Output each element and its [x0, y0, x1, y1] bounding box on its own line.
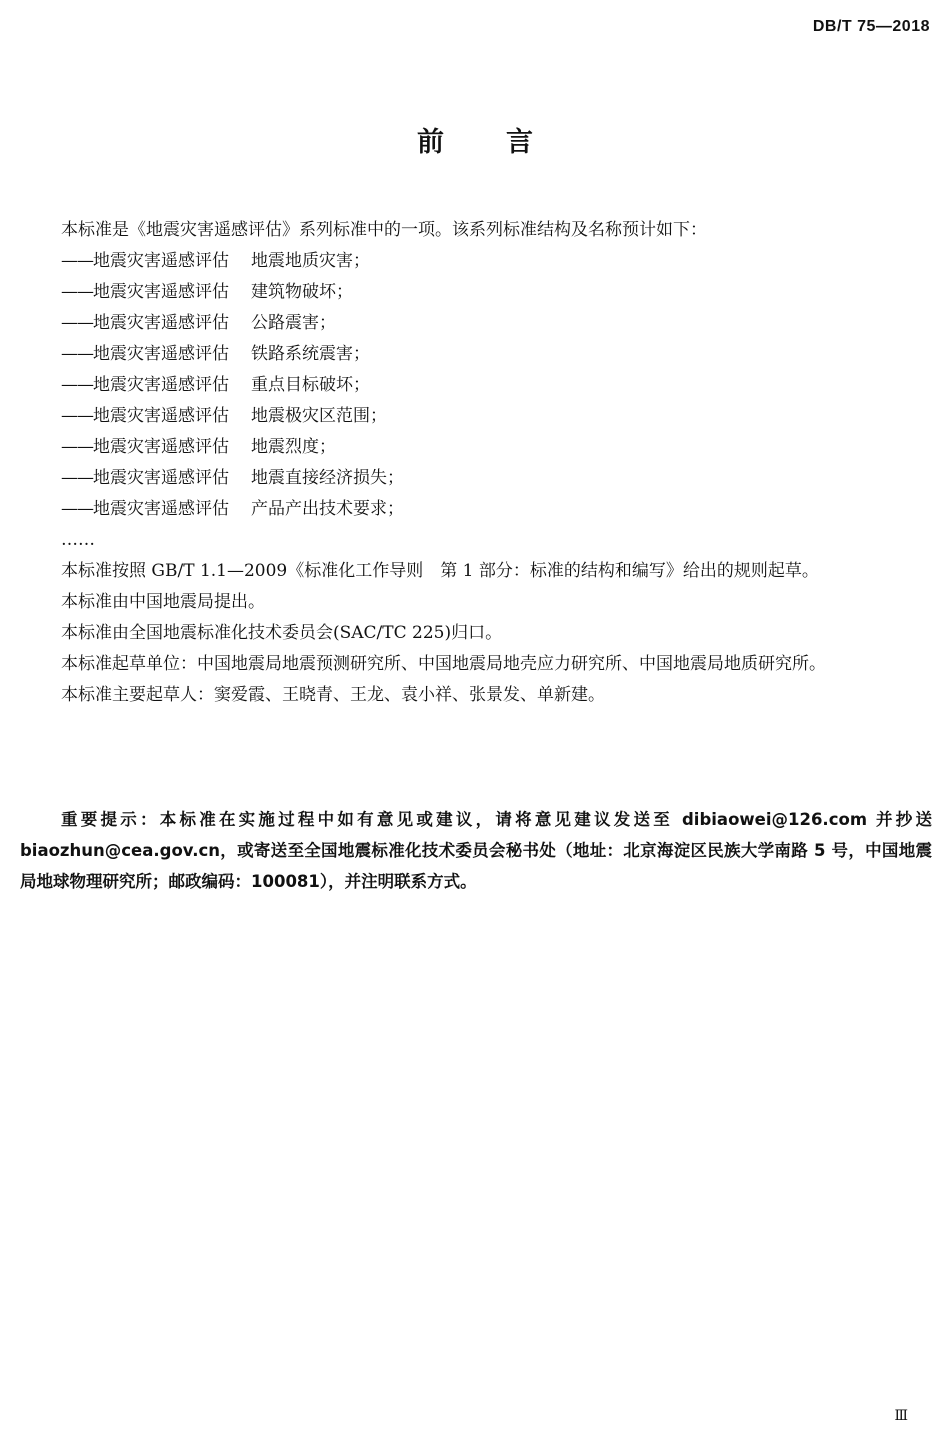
important-notice: 重要提示：本标准在实施过程中如有意见或建议，请将意见建议发送至 dibiaowei@126.com 并抄送 biaozhun@cea.gov.cn，或寄送至全国地震标准化技术委员会秘书处（地址：北京海淀区民族大学南路 5 号，中国地震局地球物理研究所；邮政编码：100081），并注明联系方式。: [20, 810, 932, 891]
series-prefix: 地震灾害遥感评估: [93, 406, 229, 426]
proposed-by-paragraph: 本标准由中国地震局提出。: [61, 592, 265, 612]
list-dash: ——: [61, 375, 93, 395]
page-number: Ⅲ: [894, 1408, 908, 1424]
series-item-label: 地震烈度；: [251, 437, 336, 457]
list-dash: ——: [61, 313, 93, 333]
list-dash: ——: [61, 251, 93, 271]
standard-code: DB/T 75—2018: [812, 18, 930, 35]
drafting-units-paragraph: 本标准起草单位：中国地震局地震预测研究所、中国地震局地壳应力研究所、中国地震局地质研究所。: [61, 654, 826, 674]
intro-paragraph: 本标准是《地震灾害遥感评估》系列标准中的一项。该系列标准结构及名称预计如下：: [61, 220, 707, 240]
series-prefix: 地震灾害遥感评估: [93, 468, 229, 488]
list-dash: ——: [61, 437, 93, 457]
series-item-label: 建筑物破坏；: [251, 282, 353, 302]
series-item: [20, 370, 932, 401]
series-item-label: 公路震害；: [251, 313, 336, 333]
series-item-label: 地震直接经济损失；: [251, 468, 404, 488]
series-item: [20, 339, 932, 370]
series-item: [20, 432, 932, 463]
centralized-by-paragraph: 本标准由全国地震标准化技术委员会(SAC/TC 225)归口。: [61, 623, 503, 643]
series-prefix: 地震灾害遥感评估: [93, 251, 229, 271]
series-ellipsis: ……: [61, 530, 95, 550]
series-item: [20, 463, 932, 494]
page-title: 前言: [417, 127, 595, 158]
drafting-rules-paragraph: 本标准按照 GB/T 1.1—2009《标准化工作导则 第 1 部分：标准的结构和编写》给出的规则起草。: [61, 561, 819, 581]
list-dash: ——: [61, 282, 93, 302]
series-prefix: 地震灾害遥感评估: [93, 344, 229, 364]
series-prefix: 地震灾害遥感评估: [93, 499, 229, 519]
series-item-label: 地震地质灾害；: [251, 251, 370, 271]
series-item-label: 铁路系统震害；: [251, 344, 370, 364]
drafters-paragraph: 本标准主要起草人：窦爱霞、王晓青、王龙、袁小祥、张景发、单新建。: [61, 685, 605, 705]
series-item: [20, 494, 932, 525]
series-item: [20, 308, 932, 339]
document-body: [20, 215, 932, 711]
series-item-label: 地震极灾区范围；: [251, 406, 387, 426]
series-prefix: 地震灾害遥感评估: [93, 282, 229, 302]
series-item: [20, 246, 932, 277]
series-item-label: 重点目标破坏；: [251, 375, 370, 395]
list-dash: ——: [61, 344, 93, 364]
list-dash: ——: [61, 468, 93, 488]
series-prefix: 地震灾害遥感评估: [93, 437, 229, 457]
series-prefix: 地震灾害遥感评估: [93, 375, 229, 395]
series-list: [20, 246, 932, 525]
series-prefix: 地震灾害遥感评估: [93, 313, 229, 333]
series-item: [20, 277, 932, 308]
list-dash: ——: [61, 499, 93, 519]
series-item: [20, 401, 932, 432]
series-item-label: 产品产出技术要求；: [251, 499, 404, 519]
list-dash: ——: [61, 406, 93, 426]
